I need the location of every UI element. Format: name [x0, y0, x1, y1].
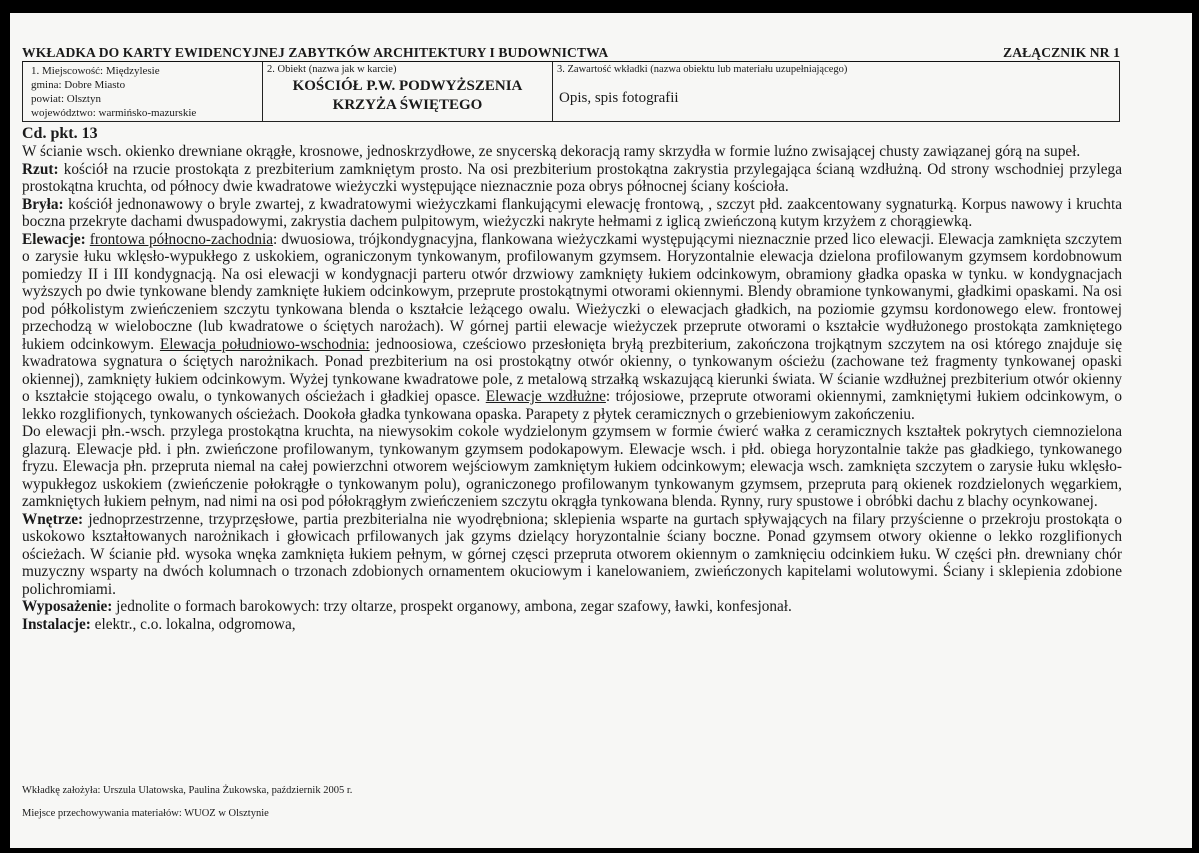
- paragraph-interior: [22, 511, 1122, 599]
- side-elevations-label: Elewacje wzdłużne: [485, 388, 606, 405]
- furnishings-text: jednolite o formach barokowych: trzy oltarze, prospekt organowy, ambona, zegar szafowy, ławki, konfesjonał.: [112, 598, 792, 615]
- elevations-text3: : trójosiowe, przeprute otworami okiennymi, zamkniętymi łukiem odcinkowym, o lekko rozglifionych, tynkowanych ościeżach. Dookoła gładka tynkowana opaska. Parapety z płytek ceramicznych o grzebieniowym zakończeniu.: [22, 388, 1122, 423]
- location-line: 1. Miejscowość: Międzylesie: [31, 65, 160, 77]
- annex-label: ZAŁĄCZNIK NR 1: [1003, 45, 1120, 60]
- elevations-text2: jednoosiowa, cześciowo przesłonięta bryłą prezbiterium, zakończona trojkątnym szczytem na osi którego znajduje się kwadratowa sygnatura o ściętych narożnikach. Ponad prezbiterium na osi prostokątny otwór okienny, o tynkowanym ościeżu (zachowane też fragmenty tynkowanej opaski okiennej), zamknięty łukiem odcinkowym. Wyżej tynkowane kwadratowe pole, z metalową strzałką wskazującą kierunki świata. W ścianie wzdłużnej prezbiterium otwór okienny o kształcie stojącego owalu, o tynkowanych ościeżach i gładkiej opasce.: [22, 335, 1122, 405]
- massing-text: kościół jednonawowy o bryle zwartej, z kwadratowymi wieżyczkami flankującymi elewację frontową, , szczyt płd. zaakcentowany sygnaturką. Korpus nawowy i kruchta boczna przekryte dachami dwuspadowymi, zakrystia dachem pulpitowym, wieżyczki nakryte hełmami z iglicą zwieńczoną kutym krzyżem z chorągiewką.: [22, 195, 1122, 230]
- front-elevation-label: frontowa północno-zachodnia: [89, 230, 274, 248]
- elevations-label: Elewacje:: [22, 230, 86, 248]
- paragraph-installations: [22, 616, 1122, 634]
- paragraph-window: W ścianie wsch. okienko drewniane okrągłe, krosnowe, jednoskrzydłowe, ze snycerską dekoracją ramy skrzydła w formie luźno zwisającej chusty zawiązanej górą na supeł.: [22, 143, 1081, 160]
- plan-label: Rzut:: [22, 160, 59, 178]
- authors-note: Wkładkę założyła: Urszula Ulatowska, Paulina Żukowska, październik 2005 r.: [22, 785, 353, 796]
- content-value: Opis, spis fotografii: [559, 90, 679, 106]
- interior-label: Wnętrze:: [22, 510, 84, 528]
- commune-line: gmina: Dobre Miasto: [31, 79, 126, 91]
- voivodeship-line: województwo: warmińsko-mazurskie: [31, 107, 197, 119]
- installations-text: elektr., c.o. lokalna, odgromowa,: [90, 615, 296, 633]
- content-cell: [553, 62, 1119, 121]
- elevations-text1: : dwuosiowa, trójkondygnacyjna, flankowana wieżyczkami występującymi nieznacznie przed lico elewacji. Elewacja zamknięta szczytem o zarysie łuku wklęsło-wypukłego z uskokiem, ograniczonym tynkowanym, profilowanym gzymsem. Horyzontalnie elewacja dzielona profilowanym gzymsem kordobnowum pomiedzy II i III kondygnacją. Na osi elewacji w kondygnacji parteru otwór drzwiowy zamknięty łukiem odcinkowym, obramiony gładka opaska w tynku. w kondygnacjach wyższych po dwie tynkowane blendy zamknięte łukiem odcinkowym, przeprute prostokątnymi otworami okiennymi. Blendy obramione tynkowanymi, gładkimi opaskami. Na osi pod półkolistym zwieńczeniem szczytu tynkowana blenda o kształcie leżącego owalu. Wieżyczki o elewacjach gładkich, na poziomie gzymsu kordonowego elew. frontowej przechodzą w wieloboczne (lub kwadratowe o ściętych narożach). W górnej partii elewacje wieżyczek przeprute otworami o kształcie wydłużonego prostokąta zamkniętego łukiem odcinkowym.: [22, 230, 1122, 353]
- massing-label: Bryła:: [22, 195, 64, 213]
- object-title-line2: KRZYŻA ŚWIĘTEGO: [332, 97, 483, 113]
- paragraph-furnishings: [22, 598, 1122, 616]
- content-label: 3. Zawartość wkładki (nazwa obiektu lub materiału uzupełniającego): [557, 64, 848, 75]
- object-cell: [263, 62, 553, 121]
- installations-label: Instalacje:: [22, 615, 91, 633]
- page-header: [22, 45, 1120, 61]
- header-title: WKŁADKA DO KARTY EWIDENCYJNEJ ZABYTKÓW ARCHITEKTURY I BUDOWNICTWA: [22, 45, 609, 60]
- object-title-line1: KOŚCIÓŁ P.W. PODWYŻSZENIA: [292, 78, 523, 94]
- plan-text: kościół na rzucie prostokąta z prezbiterium zamkniętym prosto. Na osi prezbiterium prostokątna zakrystia przylegająca ścianą wzdłużną. Od strony wschodniej przylega prostokątna kruchta, od północy dwie kwadratowe wieżyczki występujące nieznacznie poza obrys północnej ściany kościoła.: [22, 160, 1122, 195]
- furnishings-label: Wyposażenie:: [22, 598, 113, 615]
- description-body: [22, 125, 1122, 633]
- location-cell: [23, 62, 263, 121]
- storage-note: Miejsce przechowywania materiałów: WUOZ w Olsztynie: [22, 808, 269, 819]
- southeast-elevation-label: Elewacja południowo-wschodnia:: [159, 335, 370, 353]
- interior-text: jednoprzestrzenne, trzyprzęsłowe, partia prezbiterialna nie wyodrębniona; sklepienia wsparte na gurtach spływających na filary przyścienne o przekroju prostokąta o uskokowo kształtowanych narożnikach i głowicach prfilowanych jak gzyms dzielący horyzontalnie ściany boczne. Ponad gzymsem otwory okienne o lekko rozglifionych ościeżach. W ścianie płd. wysoka wnęka zamknięta łukiem pełnym, w górnej częsci przepruta otworem okiennym o zamknięciu odcinkiem łuku. W części płn. drewniany chór muzyczny wsparty na dwóch kolumnach o trzonach zdobionych ornamentem okuciowym i kanelowaniem, zwieńczonych kapitelami wolutowymi. Ściany i sklepienia zdobione polichromiami.: [22, 510, 1122, 598]
- paragraph-elevations: [22, 231, 1122, 424]
- section-heading: Cd. pkt. 13: [22, 125, 98, 142]
- paragraph-plan: [22, 161, 1122, 196]
- county-line: powiat: Olsztyn: [31, 93, 101, 105]
- info-table: [22, 61, 1120, 122]
- object-label: 2. Obiekt (nazwa jak w karcie): [267, 64, 397, 75]
- paragraph-porch: Do elewacji płn.-wsch. przylega prostokątna kruchta, na niewysokim cokole wydzielonym gzymsem w formie ćwierć wałka z ceramicznych kształtek pokrytych ciemnozielona glazurą. Elewacje płd. i płn. zwieńczone profilowanym, tynkowanym gzymsem podokapowym. Elewacje wsch. i płd. obiega horyzontalnie także pas gładkiego, tynkowanego fryzu. Elewacja płn. przepruta niemal na całej powierzchni otworem wejściowym zamkniętym łukiem odcinkowym; elewacja wsch. zamknięta szczytem o zarysie łuku wklęsło-wypukłegoz uskokiem (zwieńczenie połokrągłe o tynkowanym polu), ograniczonego profilowanym tynkowanym gzymsem, przepruta parą okienek rozdzielonych węgarkiem, zamkniętych łukiem pełnym, nad nimi na osi pod półokrągłym zwieńczeniem szczytu okrągła tynkowana blenda. Rynny, rury spustowe i obróbki dachu z blachy ocynkowanej.: [22, 423, 1122, 510]
- paragraph-massing: [22, 196, 1122, 231]
